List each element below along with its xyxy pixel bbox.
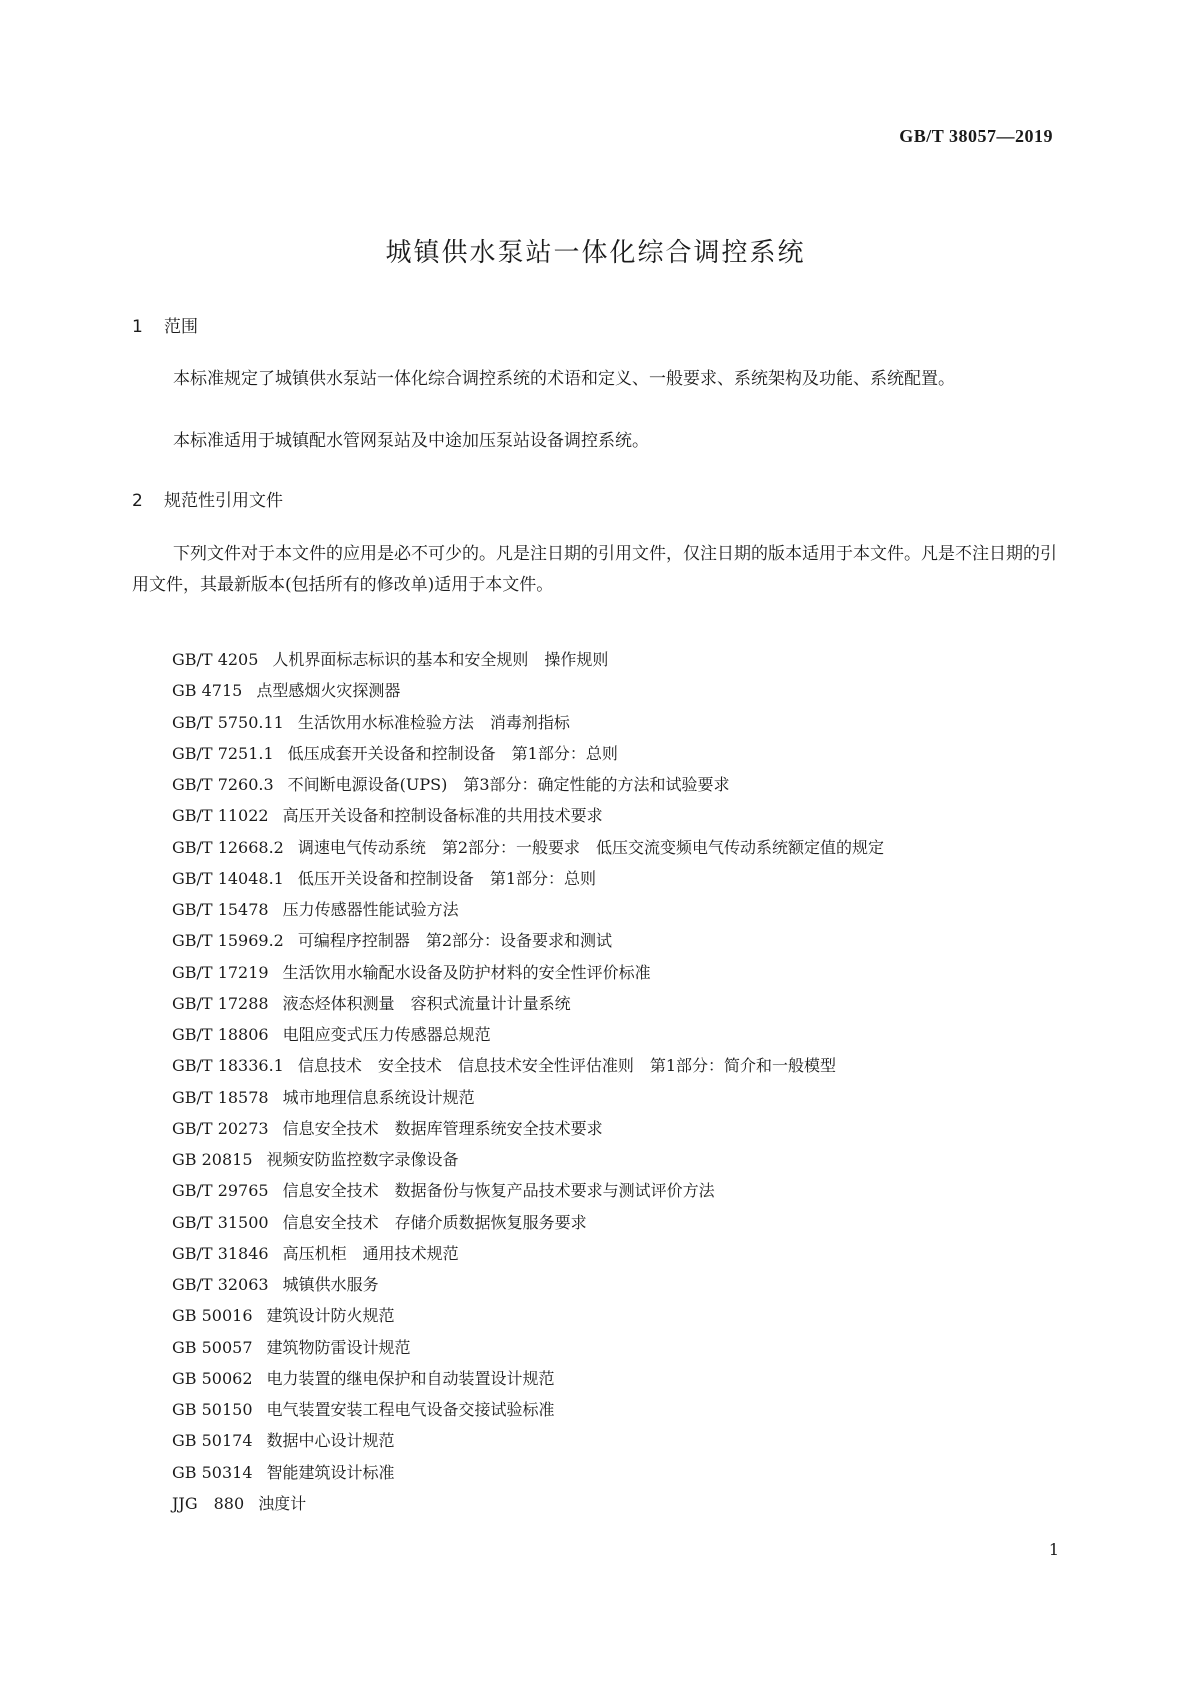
- reference-code: GB/T 12668.2: [172, 837, 284, 857]
- reference-title: 信息技术 安全技术 信息技术安全性评估准则 第1部分：简介和一般模型: [297, 1056, 837, 1076]
- reference-title: 数据中心设计规范: [266, 1431, 395, 1451]
- reference-title: 视频安防监控数字录像设备: [266, 1150, 459, 1169]
- reference-code: GB/T 11022: [172, 806, 269, 826]
- reference-item: [172, 894, 884, 925]
- reference-code: GB/T 29765: [172, 1181, 269, 1201]
- reference-title: 生活饮用水输配水设备及防护材料的安全性评价标准: [282, 962, 651, 982]
- reference-item: [172, 1363, 884, 1394]
- reference-item: [172, 1488, 884, 1519]
- reference-item: [172, 832, 884, 863]
- reference-title: 建筑设计防火规范: [266, 1306, 395, 1326]
- reference-title: 人机界面标志标识的基本和安全规则 操作规则: [272, 650, 609, 669]
- reference-item: [172, 1332, 884, 1363]
- document-title: 城镇供水泵站一体化综合调控系统: [385, 238, 806, 268]
- reference-title: 信息安全技术 数据备份与恢复产品技术要求与测试评价方法: [282, 1181, 715, 1201]
- reference-code: GB 50314: [172, 1462, 253, 1482]
- reference-title: 高压机柜 通用技术规范: [282, 1243, 459, 1263]
- reference-item: [172, 1175, 884, 1206]
- reference-title: 信息安全技术 存储介质数据恢复服务要求: [282, 1212, 587, 1232]
- reference-code: GB/T 4205: [172, 650, 259, 669]
- references-intro: 下列文件对于本文件的应用是必不可少的。凡是注日期的引用文件，仅注日期的版本适用于本文件。凡是不注日期的引用文件，其最新版本(包括所有的修改单)适用于本文件。: [132, 544, 1057, 595]
- reference-item: [172, 1269, 884, 1300]
- section-2-title: 规范性引用文件: [164, 491, 283, 511]
- reference-item: [172, 1144, 884, 1175]
- reference-code: GB/T 7260.3: [172, 775, 274, 794]
- reference-title: 点型感烟火灾探测器: [256, 681, 401, 701]
- reference-item: [172, 1082, 884, 1113]
- reference-code: GB/T 18578: [172, 1087, 269, 1107]
- standard-code: GB/T 38057—2019: [899, 126, 1053, 146]
- reference-code: GB 50174: [172, 1431, 253, 1451]
- reference-title: 智能建筑设计标准: [266, 1462, 395, 1482]
- reference-code: GB/T 14048.1: [172, 868, 284, 888]
- section-2-heading: [132, 486, 283, 511]
- reference-code: GB 50016: [172, 1306, 253, 1326]
- reference-title: 调速电气传动系统 第2部分：一般要求 低压交流变频电气传动系统额定值的规定: [297, 837, 885, 857]
- reference-code: GB/T 32063: [172, 1275, 269, 1294]
- reference-code: GB 4715: [172, 681, 243, 701]
- reference-title: 液态烃体积测量 容积式流量计计量系统: [282, 993, 571, 1013]
- reference-title: 可编程序控制器 第2部分：设备要求和测试: [297, 931, 613, 951]
- reference-title: 电气装置安装工程电气设备交接试验标准: [266, 1400, 555, 1419]
- reference-title: 压力传感器性能试验方法: [282, 900, 459, 919]
- reference-item: [172, 988, 884, 1019]
- reference-item: [172, 738, 884, 769]
- reference-item: [172, 1457, 884, 1488]
- section-1-heading: [132, 312, 198, 337]
- reference-code: GB/T 20273: [172, 1118, 269, 1138]
- reference-title: 低压开关设备和控制设备 第1部分：总则: [297, 868, 597, 888]
- reference-item: [172, 1113, 884, 1144]
- reference-code: GB/T 5750.11: [172, 712, 284, 732]
- reference-code: GB/T 31500: [172, 1212, 269, 1232]
- reference-item: [172, 1300, 884, 1331]
- reference-title: 建筑物防雷设计规范: [266, 1337, 411, 1357]
- reference-code: GB 20815: [172, 1150, 253, 1169]
- scope-paragraph-1: 本标准规定了城镇供水泵站一体化综合调控系统的术语和定义、一般要求、系统架构及功能、系统配置。: [173, 369, 955, 389]
- reference-item: [172, 863, 884, 894]
- reference-item: [172, 925, 884, 956]
- reference-item: [172, 707, 884, 738]
- reference-code: JJG 880: [172, 1493, 245, 1513]
- reference-title: 信息安全技术 数据库管理系统安全技术要求: [282, 1118, 603, 1138]
- reference-item: [172, 1207, 884, 1238]
- section-1-number: 1: [132, 317, 143, 337]
- reference-item: [172, 1425, 884, 1456]
- reference-list: [172, 644, 884, 1519]
- reference-code: GB 50057: [172, 1337, 253, 1357]
- reference-code: GB/T 7251.1: [172, 743, 274, 763]
- reference-code: GB/T 18336.1: [172, 1056, 284, 1076]
- reference-title: 浊度计: [258, 1493, 307, 1513]
- reference-item: [172, 957, 884, 988]
- reference-code: GB/T 18806: [172, 1025, 269, 1044]
- section-2-number: 2: [132, 491, 143, 511]
- reference-item: [172, 769, 884, 800]
- reference-code: GB/T 17219: [172, 962, 269, 982]
- reference-item: [172, 1050, 884, 1081]
- reference-title: 城市地理信息系统设计规范: [282, 1087, 475, 1107]
- section-1-title: 范围: [164, 317, 198, 337]
- reference-title: 高压开关设备和控制设备标准的共用技术要求: [282, 806, 603, 826]
- reference-code: GB 50150: [172, 1400, 253, 1419]
- reference-item: [172, 800, 884, 831]
- reference-code: GB 50062: [172, 1368, 253, 1388]
- reference-item: [172, 1019, 884, 1050]
- reference-item: [172, 644, 884, 675]
- reference-title: 城镇供水服务: [282, 1275, 379, 1294]
- scope-paragraph-2: 本标准适用于城镇配水管网泵站及中途加压泵站设备调控系统。: [173, 431, 649, 451]
- reference-code: GB/T 15969.2: [172, 931, 284, 951]
- reference-title: 电阻应变式压力传感器总规范: [282, 1025, 491, 1044]
- page-number: 1: [1048, 1540, 1059, 1559]
- reference-code: GB/T 15478: [172, 900, 269, 919]
- reference-title: 不间断电源设备(UPS) 第3部分：确定性能的方法和试验要求: [287, 775, 730, 794]
- reference-title: 生活饮用水标准检验方法 消毒剂指标: [297, 712, 570, 732]
- reference-item: [172, 1394, 884, 1425]
- reference-code: GB/T 17288: [172, 993, 269, 1013]
- reference-title: 低压成套开关设备和控制设备 第1部分：总则: [287, 743, 618, 763]
- reference-title: 电力装置的继电保护和自动装置设计规范: [266, 1368, 555, 1388]
- reference-item: [172, 1238, 884, 1269]
- reference-code: GB/T 31846: [172, 1243, 269, 1263]
- reference-item: [172, 675, 884, 706]
